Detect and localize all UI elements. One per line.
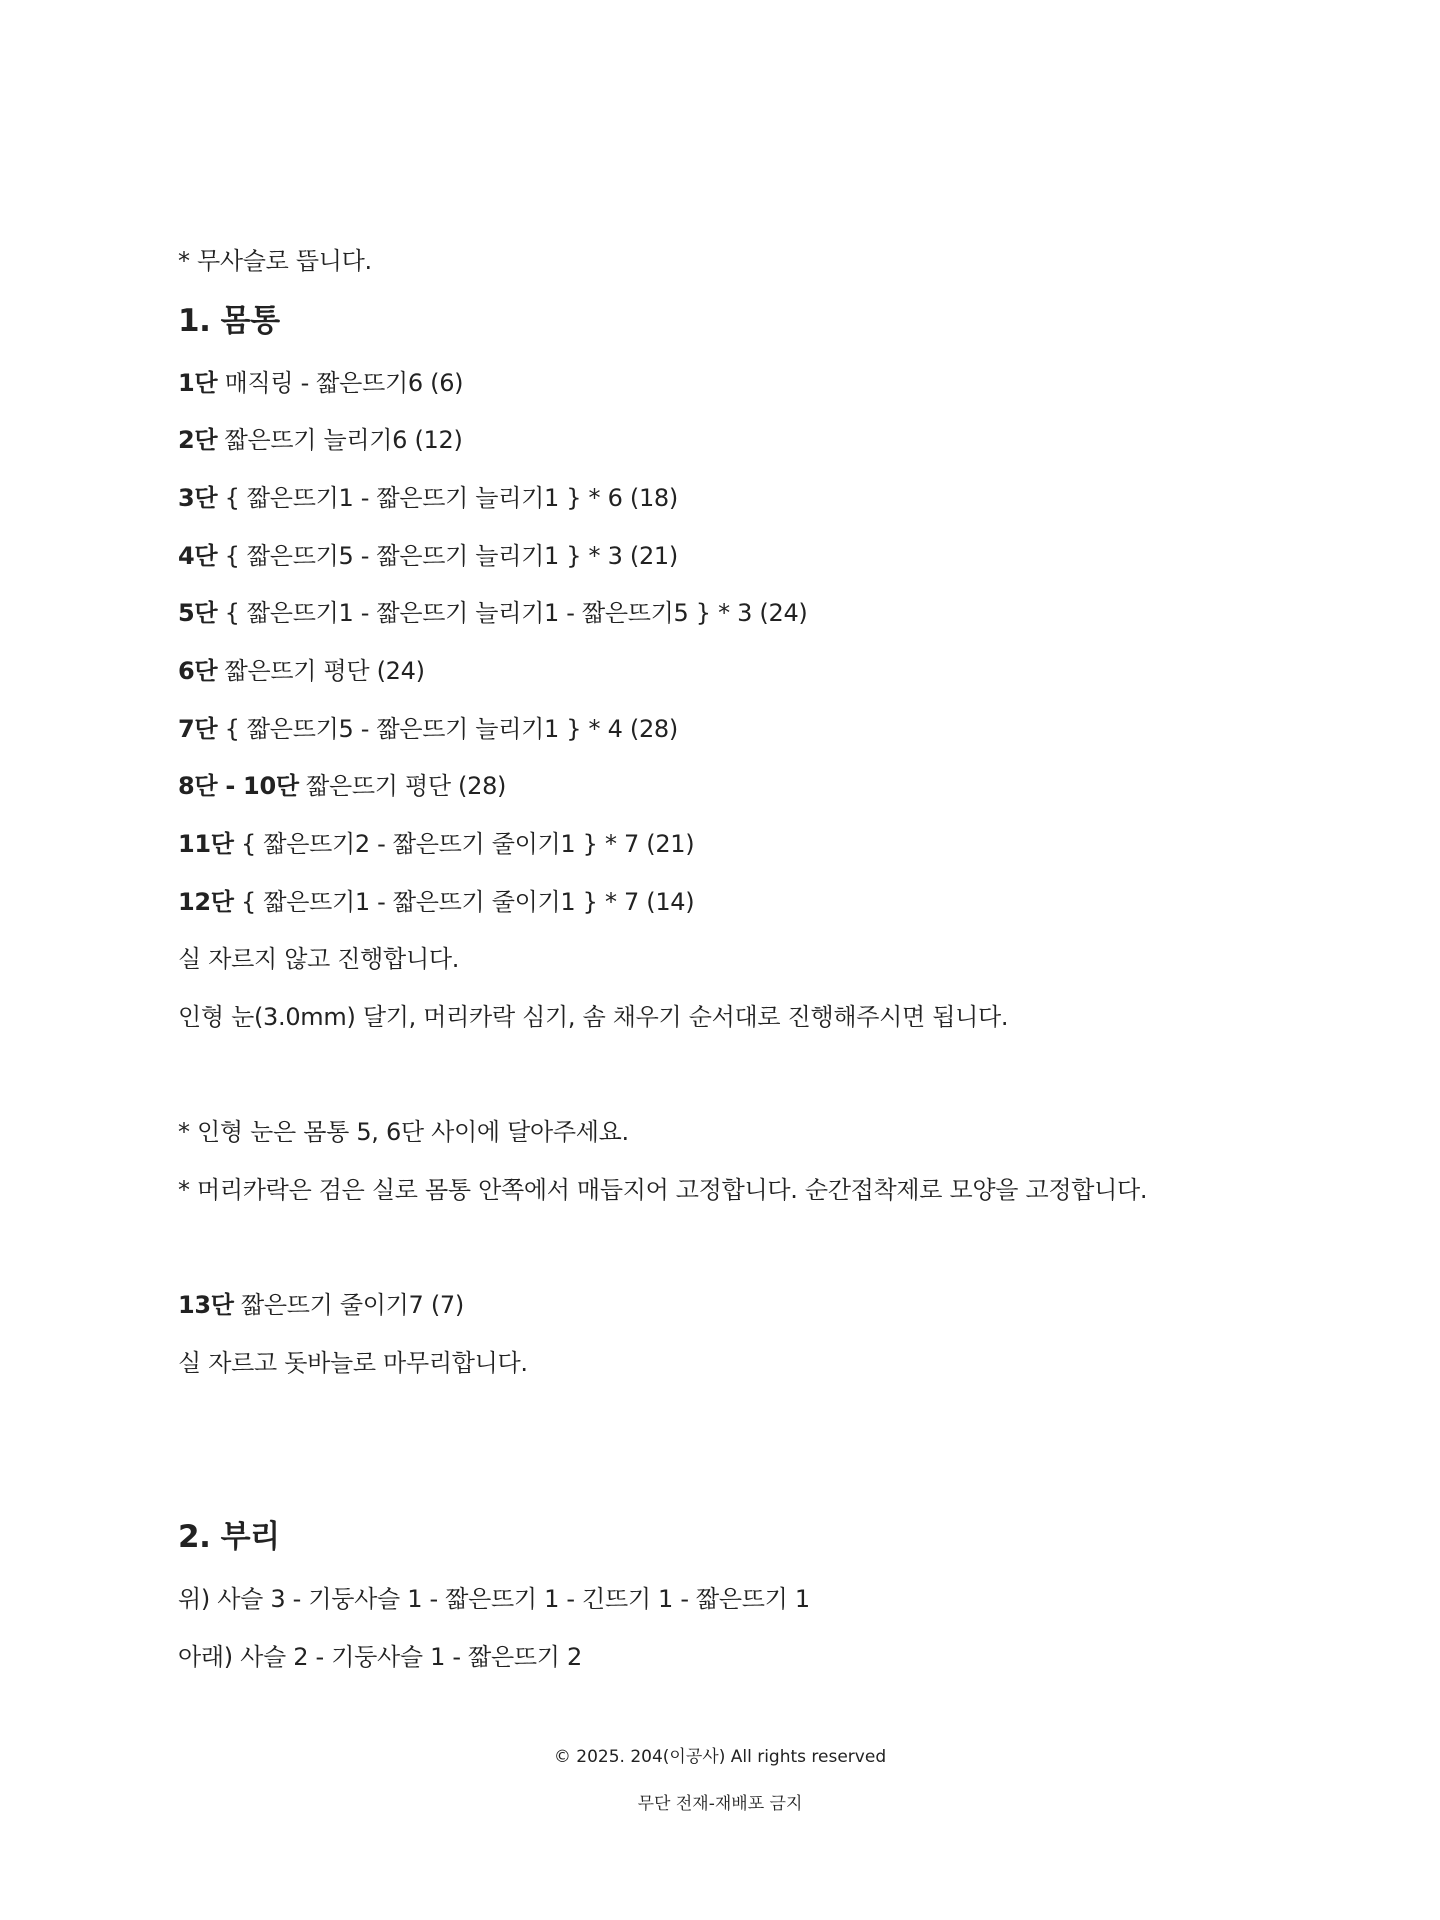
beak-upper: 위) 사슬 3 - 기둥사슬 1 - 짧은뜨기 1 - 긴뜨기 1 - 짧은뜨기 1	[178, 1585, 810, 1613]
pattern-row	[178, 598, 807, 628]
continue-note: 실 자르지 않고 진행합니다.	[178, 945, 460, 973]
row-instruction: 짧은뜨기 평단 (24)	[217, 657, 425, 685]
row-instruction: { 짧은뜨기1 - 짧은뜨기 늘리기1 } * 6 (18)	[217, 484, 678, 512]
row-instruction: 짧은뜨기 늘리기6 (12)	[217, 426, 463, 454]
pattern-row	[178, 1290, 464, 1320]
intro-note: * 무사슬로 뜹니다.	[178, 247, 372, 275]
order-note: 인형 눈(3.0mm) 달기, 머리카락 심기, 솜 채우기 순서대로 진행해주시면 됩니다.	[178, 1003, 1009, 1031]
finish-note: 실 자르고 돗바늘로 마무리합니다.	[178, 1349, 528, 1377]
copyright-notice: © 2025. 204(이공사) All rights reserved	[553, 1747, 887, 1767]
row-instruction: 짧은뜨기 줄이기7 (7)	[233, 1291, 464, 1319]
row-instruction: 매직링 - 짧은뜨기6 (6)	[217, 369, 464, 397]
beak-lower: 아래) 사슬 2 - 기둥사슬 1 - 짧은뜨기 2	[178, 1643, 582, 1671]
row-label: 11단	[178, 830, 234, 858]
pattern-row	[178, 483, 678, 513]
section-heading-body: 1. 몸통	[178, 303, 280, 339]
pattern-row	[178, 656, 425, 686]
row-instruction: { 짧은뜨기5 - 짧은뜨기 늘리기1 } * 4 (28)	[217, 715, 678, 743]
row-label: 1단	[178, 369, 218, 397]
row-label: 2단	[178, 426, 218, 454]
hair-note: * 머리카락은 검은 실로 몸통 안쪽에서 매듭지어 고정합니다. 순간접착제로 모양을 고정합니다.	[178, 1176, 1148, 1204]
pattern-row	[178, 771, 506, 801]
row-instruction: 짧은뜨기 평단 (28)	[298, 772, 507, 800]
row-label: 6단	[178, 657, 218, 685]
row-instruction: { 짧은뜨기5 - 짧은뜨기 늘리기1 } * 3 (21)	[217, 542, 678, 570]
eye-note: * 인형 눈은 몸통 5, 6단 사이에 달아주세요.	[178, 1118, 629, 1146]
row-label: 8단 - 10단	[178, 772, 299, 800]
pattern-row	[178, 829, 694, 859]
pattern-row	[178, 887, 694, 917]
pattern-row	[178, 425, 463, 455]
row-instruction: { 짧은뜨기1 - 짧은뜨기 줄이기1 } * 7 (14)	[233, 888, 695, 916]
row-label: 4단	[178, 542, 218, 570]
row-label: 3단	[178, 484, 218, 512]
row-instruction: { 짧은뜨기2 - 짧은뜨기 줄이기1 } * 7 (21)	[233, 830, 695, 858]
row-label: 7단	[178, 715, 218, 743]
row-label: 12단	[178, 888, 234, 916]
pattern-row	[178, 541, 678, 571]
pattern-row	[178, 368, 463, 398]
row-label: 5단	[178, 599, 218, 627]
row-label: 13단	[178, 1291, 234, 1319]
redistribution-notice: 무단 전재-재배포 금지	[637, 1794, 803, 1814]
row-instruction: { 짧은뜨기1 - 짧은뜨기 늘리기1 - 짧은뜨기5 } * 3 (24)	[217, 599, 808, 627]
pattern-row	[178, 714, 678, 744]
section-heading-beak: 2. 부리	[178, 1519, 280, 1555]
